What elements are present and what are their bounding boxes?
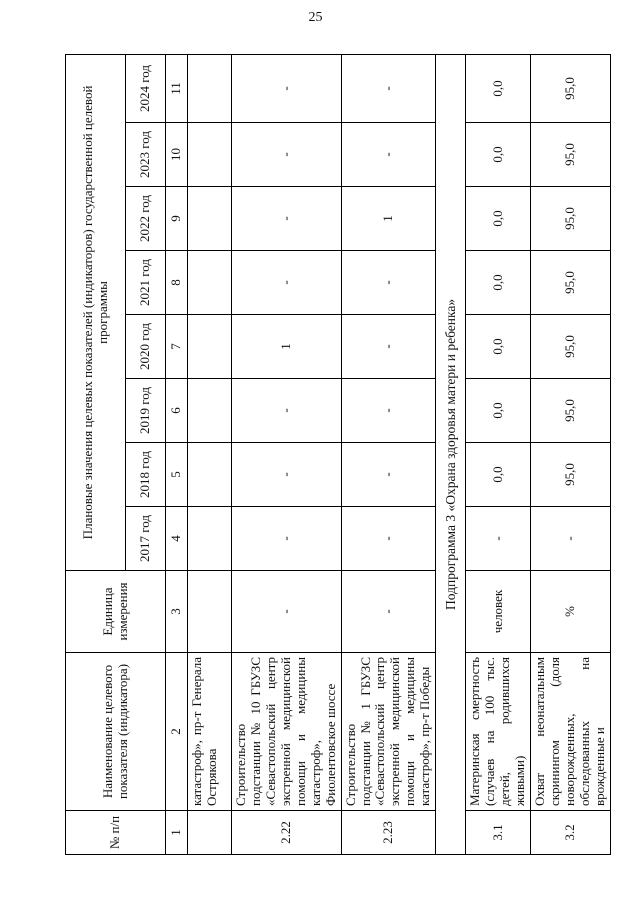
row-value: 0,0 [466,315,531,379]
table-row [530,54,610,854]
header-year: 2019 год [126,379,166,443]
row-value: 95,0 [530,123,610,187]
row-value: 0,0 [466,123,531,187]
row-value [188,315,232,379]
row-value: 95,0 [530,54,610,122]
col-number: 10 [166,123,188,187]
header-plan: Плановые значения целевых показателей (индикаторов) государственной целевой программы [66,54,126,570]
header-year: 2020 год [126,315,166,379]
row-value: - [341,315,436,379]
row-value [188,443,232,507]
row-value: - [232,443,342,507]
row-value: - [232,251,342,315]
page-number: 25 [308,10,323,25]
header-year: 2017 год [126,507,166,571]
row-value: - [232,123,342,187]
header-year: 2021 год [126,251,166,315]
row-unit: - [232,571,342,653]
row-value: 95,0 [530,251,610,315]
row-name: катастроф», пр-т Генерала Острякова [188,653,232,811]
row-value [188,507,232,571]
col-number: 9 [166,187,188,251]
col-number: 8 [166,251,188,315]
col-number: 6 [166,379,188,443]
row-value: - [341,54,436,122]
row-value: - [341,123,436,187]
col-number: 11 [166,54,188,122]
col-number: 4 [166,507,188,571]
header-year: 2022 год [126,187,166,251]
row-value: - [341,507,436,571]
indicators-table [65,54,611,855]
row-unit: - [341,571,436,653]
row-value: - [232,54,342,122]
row-unit [188,571,232,653]
col-number: 2 [166,653,188,811]
row-value: 0,0 [466,379,531,443]
table-row [232,54,342,854]
row-name: Охват неонатальным скринингом (доля новорожденных, обследованных на врожденные и [530,653,610,811]
row-num: 3.2 [530,811,610,855]
row-value: 0,0 [466,187,531,251]
row-value [188,379,232,443]
row-value: 95,0 [530,187,610,251]
header-year: 2023 год [126,123,166,187]
row-name: Материнская смертность (случаев на 100 тыс. детей, родившихся живыми) [466,653,531,811]
table-row [466,54,531,854]
row-num: 2.22 [232,811,342,855]
table-row [188,54,232,854]
row-value: - [232,187,342,251]
row-value: - [341,443,436,507]
header-num: № п/п [66,811,166,855]
row-num: 2.23 [341,811,436,855]
table-row [341,54,436,854]
row-value: - [232,379,342,443]
row-value: - [466,507,531,571]
row-value [188,251,232,315]
row-unit: % [530,571,610,653]
row-value [188,123,232,187]
row-value: 0,0 [466,251,531,315]
row-num [188,811,232,855]
header-unit: Единица измерения [66,571,166,653]
section-title: Подпрограмма 3 «Охрана здоровья матери и ребенка» [436,54,466,854]
col-number: 7 [166,315,188,379]
row-value: 95,0 [530,443,610,507]
col-number: 1 [166,811,188,855]
row-num: 3.1 [466,811,531,855]
col-number: 3 [166,571,188,653]
row-value: 0,0 [466,54,531,122]
header-year: 2018 год [126,443,166,507]
row-name: Строительство подстанции № 10 ГБУЗС «Севастопольский центр экстренной медицинской помощи и медицины катастроф», Фиолентовское шоссе [232,653,342,811]
row-value: 1 [341,187,436,251]
row-value [188,187,232,251]
rotated-table-container [65,55,605,855]
row-value: - [530,507,610,571]
col-number: 5 [166,443,188,507]
row-value: 0,0 [466,443,531,507]
row-value: - [341,251,436,315]
row-value: - [232,507,342,571]
row-name: Строительство подстанции № 1 ГБУЗС «Севастопольский центр экстренной медицинской помощи и медицины катастроф», пр-т Победы [341,653,436,811]
row-value: 95,0 [530,379,610,443]
row-value: 95,0 [530,315,610,379]
row-value: 1 [232,315,342,379]
row-value: - [341,379,436,443]
row-value [188,54,232,122]
header-year: 2024 год [126,54,166,122]
row-unit: человек [466,571,531,653]
header-name: Наименование целевого показателя (индикатора) [66,653,166,811]
